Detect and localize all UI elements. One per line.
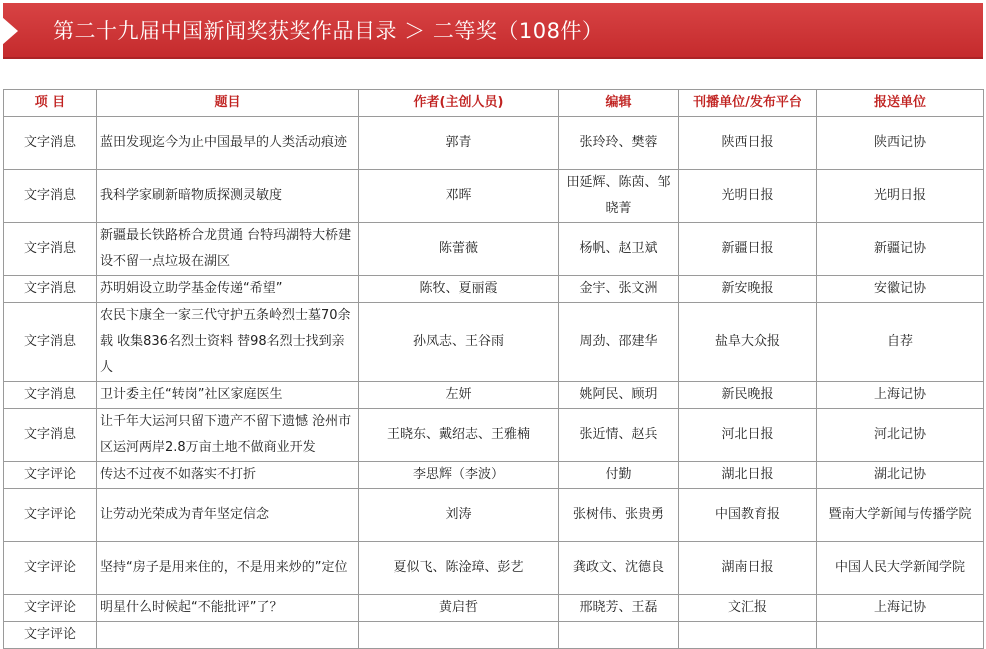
cell-author: 黄启哲	[359, 595, 559, 622]
cell-submitter: 自荐	[817, 303, 984, 382]
table-row	[4, 489, 984, 542]
cell-submitter: 上海记协	[817, 382, 984, 409]
cell-submitter: 陕西记协	[817, 117, 984, 170]
table-row	[4, 117, 984, 170]
cell-subject: 蓝田发现迄今为止中国最早的人类活动痕迹	[97, 117, 359, 170]
header-subject: 题目	[97, 90, 359, 117]
cell-author: 陈牧、夏丽霞	[359, 276, 559, 303]
cell-category: 文字消息	[4, 409, 97, 462]
table-row	[4, 170, 984, 223]
cell-editor: 田延辉、陈茵、邹晓菁	[559, 170, 679, 223]
table-row	[4, 303, 984, 382]
cell-subject: 苏明娟设立助学基金传递“希望”	[97, 276, 359, 303]
cell-author: 邓晖	[359, 170, 559, 223]
table-row	[4, 223, 984, 276]
cell-submitter: 上海记协	[817, 595, 984, 622]
cell-subject: 新疆最长铁路桥合龙贯通 台特玛湖特大桥建设不留一点垃圾在湖区	[97, 223, 359, 276]
table-row	[4, 276, 984, 303]
awards-table	[3, 89, 984, 649]
cell-subject: 明星什么时候起“不能批评”了？	[97, 595, 359, 622]
cell-author: 刘涛	[359, 489, 559, 542]
cell-subject: 我科学家刷新暗物质探测灵敏度	[97, 170, 359, 223]
cell-author	[359, 622, 559, 649]
table-row	[4, 409, 984, 462]
cell-editor: 杨帆、赵卫斌	[559, 223, 679, 276]
table-header-row	[4, 90, 984, 117]
cell-editor: 龚政文、沈德良	[559, 542, 679, 595]
cell-editor: 张树伟、张贵勇	[559, 489, 679, 542]
awards-table-container[interactable]	[3, 89, 983, 642]
cell-publisher: 盐阜大众报	[679, 303, 817, 382]
header-editor: 编辑	[559, 90, 679, 117]
cell-category: 文字消息	[4, 382, 97, 409]
cell-subject: 传达不过夜不如落实不打折	[97, 462, 359, 489]
header-author: 作者(主创人员)	[359, 90, 559, 117]
cell-author: 孙凤志、王谷雨	[359, 303, 559, 382]
cell-submitter: 光明日报	[817, 170, 984, 223]
cell-submitter: 中国人民大学新闻学院	[817, 542, 984, 595]
cell-publisher: 河北日报	[679, 409, 817, 462]
cell-submitter	[817, 622, 984, 649]
cell-author: 王晓东、戴绍志、王雅楠	[359, 409, 559, 462]
cell-category: 文字消息	[4, 276, 97, 303]
cell-submitter: 湖北记协	[817, 462, 984, 489]
cell-editor: 张玲玲、樊蓉	[559, 117, 679, 170]
cell-subject: 坚持“房子是用来住的，不是用来炒的”定位	[97, 542, 359, 595]
header-category: 项 目	[4, 90, 97, 117]
cell-author: 左妍	[359, 382, 559, 409]
cell-editor: 张近情、赵兵	[559, 409, 679, 462]
banner-notch	[2, 17, 18, 45]
cell-publisher: 湖北日报	[679, 462, 817, 489]
page-banner	[3, 3, 983, 59]
cell-publisher: 中国教育报	[679, 489, 817, 542]
table-row	[4, 542, 984, 595]
cell-publisher: 陕西日报	[679, 117, 817, 170]
page-title: 第二十九届中国新闻奖获奖作品目录 ＞ 二等奖（108件）	[53, 19, 604, 43]
cell-category: 文字评论	[4, 622, 97, 649]
cell-publisher	[679, 622, 817, 649]
header-publisher: 刊播单位/发布平台	[679, 90, 817, 117]
cell-editor	[559, 622, 679, 649]
cell-submitter: 河北记协	[817, 409, 984, 462]
cell-publisher: 文汇报	[679, 595, 817, 622]
cell-author: 夏似飞、陈淦璋、彭艺	[359, 542, 559, 595]
cell-submitter: 安徽记协	[817, 276, 984, 303]
cell-category: 文字消息	[4, 303, 97, 382]
cell-submitter: 新疆记协	[817, 223, 984, 276]
cell-submitter: 暨南大学新闻与传播学院	[817, 489, 984, 542]
cell-subject: 农民卞康全一家三代守护五条岭烈士墓70余载 收集836名烈士资料 替98名烈士找到亲人	[97, 303, 359, 382]
table-row	[4, 462, 984, 489]
cell-editor: 周劲、邵建华	[559, 303, 679, 382]
cell-category: 文字评论	[4, 595, 97, 622]
cell-subject: 让劳动光荣成为青年坚定信念	[97, 489, 359, 542]
cell-category: 文字消息	[4, 223, 97, 276]
cell-editor: 付勤	[559, 462, 679, 489]
cell-publisher: 新疆日报	[679, 223, 817, 276]
cell-publisher: 新民晚报	[679, 382, 817, 409]
header-submitter: 报送单位	[817, 90, 984, 117]
cell-category: 文字评论	[4, 489, 97, 542]
cell-author: 李思辉（李波）	[359, 462, 559, 489]
cell-editor: 金宇、张文洲	[559, 276, 679, 303]
cell-category: 文字消息	[4, 170, 97, 223]
cell-subject	[97, 622, 359, 649]
cell-author: 陈蕾薇	[359, 223, 559, 276]
cell-category: 文字评论	[4, 542, 97, 595]
cell-publisher: 光明日报	[679, 170, 817, 223]
cell-subject: 卫计委主任“转岗”社区家庭医生	[97, 382, 359, 409]
cell-publisher: 湖南日报	[679, 542, 817, 595]
cell-publisher: 新安晚报	[679, 276, 817, 303]
cell-editor: 姚阿民、顾玥	[559, 382, 679, 409]
cell-editor: 邢晓芳、王磊	[559, 595, 679, 622]
cell-subject: 让千年大运河只留下遗产不留下遗憾 沧州市区运河两岸2.8万亩土地不做商业开发	[97, 409, 359, 462]
table-row	[4, 595, 984, 622]
cell-category: 文字评论	[4, 462, 97, 489]
table-row	[4, 622, 984, 649]
table-row	[4, 382, 984, 409]
cell-category: 文字消息	[4, 117, 97, 170]
cell-author: 郭青	[359, 117, 559, 170]
